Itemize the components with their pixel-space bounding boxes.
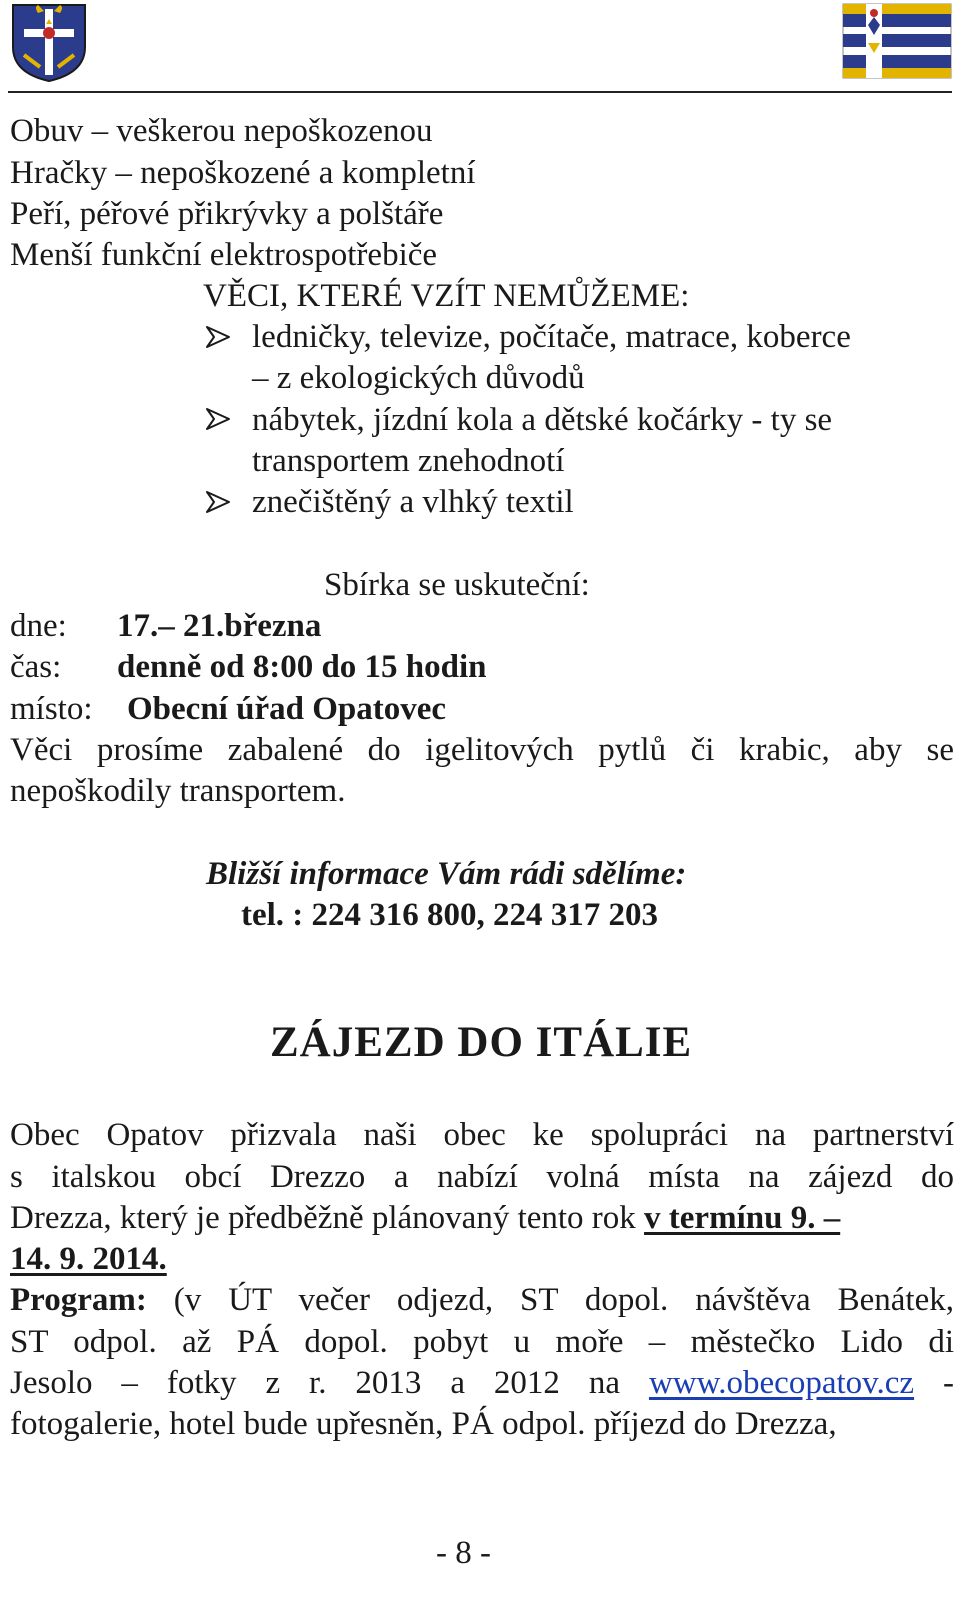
not-accepted-heading: VĚCI, KTERÉ VZÍT NEMŮŽEME: <box>203 278 690 314</box>
not-accepted-item-cont: – z ekologických důvodů <box>252 360 585 396</box>
program-label: Program: <box>10 1282 147 1318</box>
date-label: dne: <box>10 608 67 644</box>
program-text: (v ÚT večer odjezd, ST dopol. návštěva Benátek, <box>146 1282 954 1318</box>
flag-icon <box>842 3 952 79</box>
schedule-heading: Sbírka se uskuteční: <box>324 567 590 603</box>
program-text: Jesolo – fotky z r. 2013 a 2012 na <box>10 1365 649 1401</box>
time-value: denně od 8:00 do 15 hodin <box>117 649 487 685</box>
header-divider <box>8 91 952 93</box>
program-line <box>10 1363 954 1403</box>
arrow-bullet-icon <box>205 406 231 432</box>
note-text-cont: nepoškodily transportem. <box>10 773 346 809</box>
not-accepted-item: ledničky, televize, počítače, matrace, koberce <box>252 319 851 355</box>
trip-term-cont: 14. 9. 2014. <box>10 1241 167 1277</box>
arrow-bullet-icon <box>205 324 231 350</box>
website-link[interactable]: www.obecopatov.cz <box>648 1365 915 1401</box>
trip-paragraph: s italskou obcí Drezzo a nabízí volná místa na zájezd do <box>10 1159 954 1195</box>
trip-term: v termínu 9. – <box>644 1200 841 1236</box>
time-label: čas: <box>10 649 62 685</box>
note-text: Věci prosíme zabalené do igelitových pytlů či krabic, aby se <box>10 732 954 768</box>
info-heading: Bližší informace Vám rádi sdělíme: <box>206 856 687 892</box>
date-value: 17.– 21.března <box>117 608 322 644</box>
program-text: - <box>914 1365 954 1401</box>
not-accepted-item-cont: transportem znehodnotí <box>252 443 565 479</box>
not-accepted-item: znečištěný a vlhký textil <box>252 484 574 520</box>
place-label: místo: <box>10 691 93 727</box>
accepted-item: Hračky – nepoškozené a kompletní <box>10 155 476 191</box>
trip-title: ZÁJEZD DO ITÁLIE <box>270 1019 693 1066</box>
accepted-item: Menší funkční elektrospotřebiče <box>10 237 438 273</box>
page-number: - 8 - <box>436 1535 491 1571</box>
arrow-bullet-icon <box>205 489 231 515</box>
program-line: fotogalerie, hotel bude upřesněn, PÁ odpol. příjezd do Drezza, <box>10 1406 837 1442</box>
program-line <box>10 1280 954 1320</box>
accepted-item: Peří, péřové přikrývky a polštáře <box>10 196 444 232</box>
accepted-item: Obuv – veškerou nepoškozenou <box>10 113 433 149</box>
not-accepted-item: nábytek, jízdní kola a dětské kočárky - ty se <box>252 402 833 438</box>
trip-paragraph <box>10 1198 840 1238</box>
trip-paragraph: Obec Opatov přizvala naši obec ke spolupráci na partnerství <box>10 1117 954 1153</box>
trip-paragraph-text: Drezza, který je předběžně plánovaný tento rok <box>10 1200 645 1236</box>
program-line: ST odpol. až PÁ dopol. pobyt u moře – městečko Lido di <box>10 1324 954 1360</box>
phone-numbers: tel. : 224 316 800, 224 317 203 <box>241 897 659 933</box>
place-value: Obecní úřad Opatovec <box>127 691 446 727</box>
coat-of-arms-icon <box>10 3 88 83</box>
